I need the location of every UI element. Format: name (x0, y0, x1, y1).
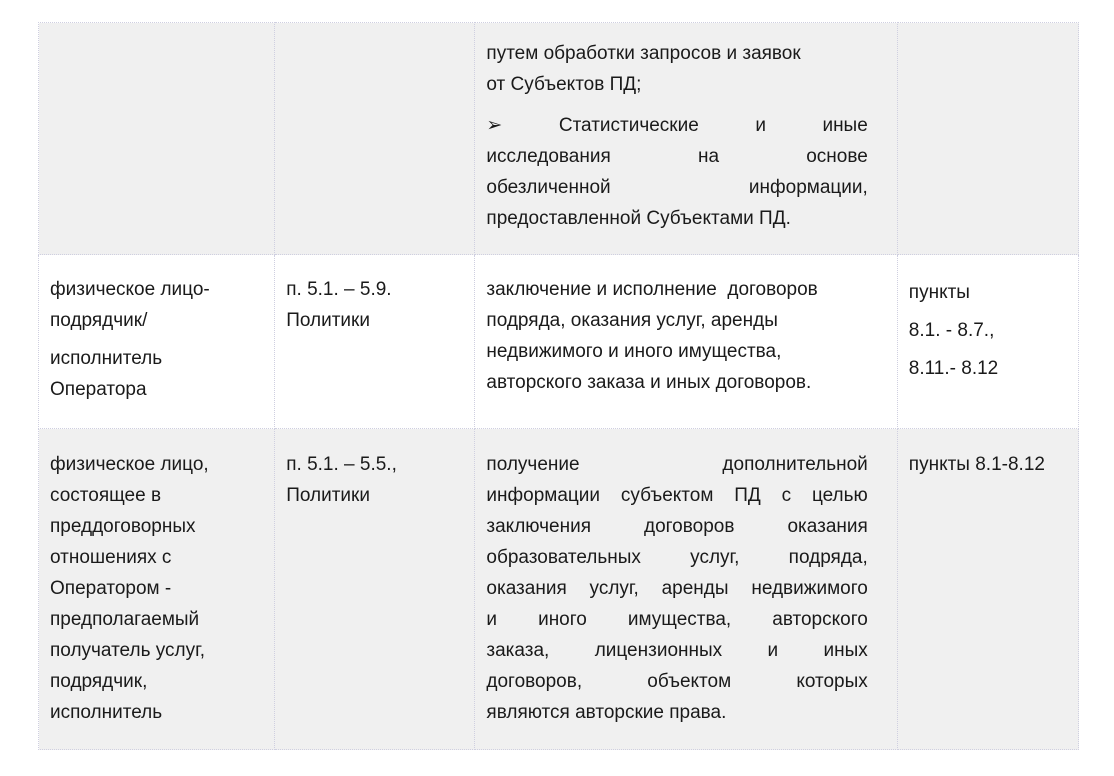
text-fragment: и (755, 115, 766, 136)
points-cell (897, 255, 1078, 429)
points-cell (897, 23, 1078, 255)
table-row (39, 23, 1079, 255)
text-line: оказания услуг, аренды недвижимого (486, 578, 868, 599)
purpose-cell (475, 255, 897, 429)
text-line: преддоговорных (50, 516, 196, 537)
text-fragment: обезличенной (486, 177, 611, 198)
text-line: отношениях с (50, 547, 172, 568)
text-fragment: путем обработки запросов и заявок (486, 43, 801, 64)
personal-data-table (38, 22, 1079, 750)
text-fragment: Статистические (558, 115, 699, 136)
text-line: образовательных услуг, подряда, (486, 547, 868, 568)
policy-cell (275, 23, 475, 255)
purpose-paragraph (486, 38, 867, 100)
text-line: информации субъектом ПД с целью (486, 485, 868, 506)
table-row (39, 429, 1079, 750)
text-line: заказа, лицензионных и иных (486, 640, 868, 661)
text-line: исполнитель (50, 702, 163, 723)
text-line: пункты 8.1-8.12 (908, 454, 1045, 475)
text-line: являются авторские права. (486, 702, 727, 723)
subject-cell (39, 23, 275, 255)
bullet-paragraph (486, 110, 867, 234)
text-line: Оператора (50, 379, 147, 400)
text-line: физическое лицо, (50, 454, 209, 475)
text-line: состоящее в (50, 485, 162, 506)
text-line (486, 110, 867, 141)
text-line: договоров, объектом которых (486, 671, 868, 692)
text-line: предоставленной Субъектами ПД. (486, 208, 791, 229)
text-line: и иного имущества, авторского (486, 609, 868, 630)
text-fragment: иные (822, 115, 868, 136)
text-line (486, 141, 867, 172)
text-line: 8.11.- 8.12 (908, 358, 999, 379)
text-line (486, 305, 867, 336)
policy-cell (275, 429, 475, 750)
purpose-cell (475, 429, 897, 750)
text-line: п. 5.1. – 5.5., (286, 454, 397, 475)
text-fragment: на (697, 146, 720, 167)
text-fragment: исследования (486, 146, 611, 167)
text-line: подрядчик/ (50, 310, 148, 331)
points-cell (897, 429, 1078, 750)
subject-cell (39, 429, 275, 750)
text-line: получатель услуг, (50, 640, 206, 661)
text-line: заключение и исполнение договоров (486, 279, 818, 300)
text-fragment: основе (806, 146, 868, 167)
table-row (39, 255, 1079, 429)
text-line: физическое лицо- (50, 279, 210, 300)
text-line (486, 172, 867, 203)
text-line: пункты (908, 282, 970, 303)
text-fragment: подряда, оказания услуг, аренды (486, 310, 778, 331)
text-line: подрядчик, (50, 671, 148, 692)
text-line: п. 5.1. – 5.9. (286, 279, 392, 300)
arrow-bullet-icon: ➢ (486, 115, 503, 136)
purpose-cell (475, 23, 897, 255)
text-line: заключения договоров оказания (486, 516, 868, 537)
text-line: получение дополнительной (486, 454, 868, 475)
subject-cell (39, 255, 275, 429)
text-line: предполагаемый (50, 609, 200, 630)
text-line: недвижимого и иного имущества, (486, 341, 782, 362)
text-fragment: информации, (748, 177, 868, 198)
text-line: Оператором - (50, 578, 172, 599)
text-line: Политики (286, 485, 370, 506)
text-line: Политики (286, 310, 370, 331)
text-line: 8.1. - 8.7., (908, 320, 995, 341)
text-line: исполнитель (50, 348, 163, 369)
text-line: от Субъектов ПД; (486, 74, 642, 95)
policy-cell (275, 255, 475, 429)
text-line (486, 38, 867, 69)
text-line: авторского заказа и иных договоров. (486, 372, 812, 393)
